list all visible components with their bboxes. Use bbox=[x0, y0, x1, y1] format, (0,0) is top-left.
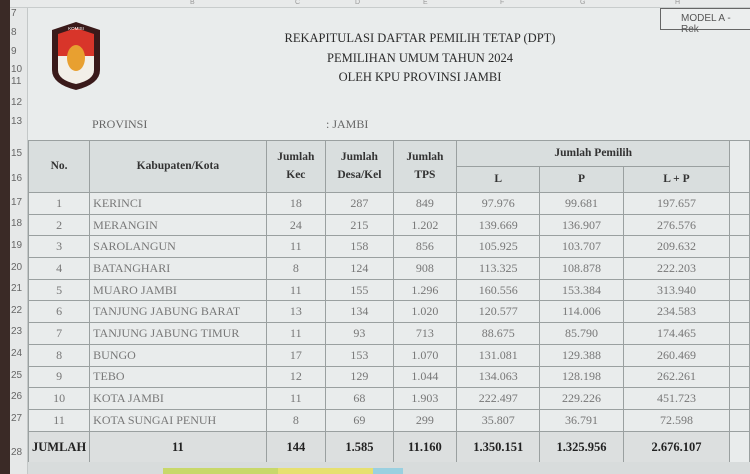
cell-no[interactable]: 2 bbox=[29, 214, 90, 236]
cell-kec[interactable]: 17 bbox=[266, 344, 326, 366]
cell-p[interactable]: 36.791 bbox=[540, 409, 623, 431]
column-header-bar bbox=[10, 0, 750, 8]
header-desa: Jumlah Desa/Kel bbox=[326, 141, 394, 193]
column-letter[interactable]: F bbox=[500, 0, 505, 6]
cell-kec[interactable]: 8 bbox=[266, 258, 326, 280]
cell-kabupaten[interactable]: BATANGHARI bbox=[90, 258, 266, 280]
row-number[interactable]: 19 bbox=[11, 240, 23, 251]
empty-cell[interactable] bbox=[730, 258, 750, 280]
cell-lp[interactable]: 234.583 bbox=[623, 301, 730, 323]
cell-lp[interactable]: 209.632 bbox=[623, 236, 730, 258]
report-subtitle: PEMILIHAN UMUM TAHUN 2024 bbox=[327, 51, 513, 65]
table-row bbox=[29, 214, 750, 236]
kpu-logo bbox=[48, 20, 104, 92]
cell-kabupaten[interactable]: KOTA JAMBI bbox=[90, 388, 266, 410]
empty-cell[interactable] bbox=[730, 193, 750, 215]
cell-l[interactable]: 97.976 bbox=[457, 193, 540, 215]
cell-kabupaten[interactable]: KERINCI bbox=[90, 193, 266, 215]
row-number-gutter bbox=[10, 8, 28, 474]
total-kec[interactable]: 144 bbox=[266, 431, 326, 463]
cell-tps[interactable]: 713 bbox=[393, 323, 456, 345]
cell-kabupaten[interactable]: TEBO bbox=[90, 366, 266, 388]
cell-no[interactable]: 8 bbox=[29, 344, 90, 366]
cell-l[interactable]: 222.497 bbox=[457, 388, 540, 410]
cell-kabupaten[interactable]: MUARO JAMBI bbox=[90, 279, 266, 301]
province-label: PROVINSI bbox=[92, 117, 148, 131]
row-number[interactable]: 7 bbox=[11, 8, 17, 19]
header-jumlah-pemilih: Jumlah Pemilih bbox=[457, 141, 730, 167]
column-letter[interactable]: D bbox=[355, 0, 361, 6]
empty-cell[interactable] bbox=[730, 214, 750, 236]
row-number[interactable]: 13 bbox=[11, 116, 23, 127]
row-number[interactable]: 11 bbox=[11, 76, 22, 87]
table-row bbox=[29, 409, 750, 431]
cell-desa[interactable]: 134 bbox=[326, 301, 394, 323]
row-number[interactable]: 21 bbox=[11, 283, 23, 294]
header-kabupaten: Kabupaten/Kota bbox=[90, 141, 266, 193]
cell-kabupaten[interactable]: MERANGIN bbox=[90, 214, 266, 236]
cell-tps[interactable]: 1.044 bbox=[393, 366, 456, 388]
row-number[interactable]: 22 bbox=[11, 305, 23, 316]
row-number[interactable]: 26 bbox=[11, 391, 23, 402]
cell-kabupaten[interactable]: TANJUNG JABUNG TIMUR bbox=[90, 323, 266, 345]
cell-kec[interactable]: 11 bbox=[266, 279, 326, 301]
total-tps[interactable]: 11.160 bbox=[393, 431, 456, 463]
cell-l[interactable]: 35.807 bbox=[457, 409, 540, 431]
cell-l[interactable]: 134.063 bbox=[457, 366, 540, 388]
header-tps: Jumlah TPS bbox=[393, 141, 456, 193]
cell-lp[interactable]: 313.940 bbox=[623, 279, 730, 301]
cell-desa[interactable]: 215 bbox=[326, 214, 394, 236]
cell-kec[interactable]: 13 bbox=[266, 301, 326, 323]
cell-tps[interactable]: 1.903 bbox=[393, 388, 456, 410]
row-number[interactable]: 17 bbox=[11, 197, 23, 208]
table-row bbox=[29, 323, 750, 345]
table-row bbox=[29, 236, 750, 258]
cell-no[interactable]: 3 bbox=[29, 236, 90, 258]
cell-tps[interactable]: 1.070 bbox=[393, 344, 456, 366]
row-number[interactable]: 9 bbox=[11, 46, 17, 57]
column-letter[interactable]: H bbox=[675, 0, 681, 6]
cell-desa[interactable]: 158 bbox=[326, 236, 394, 258]
cell-l[interactable]: 131.081 bbox=[457, 344, 540, 366]
cell-kec[interactable]: 24 bbox=[266, 214, 326, 236]
cell-kabupaten[interactable]: KOTA SUNGAI PENUH bbox=[90, 409, 266, 431]
cell-lp[interactable]: 72.598 bbox=[623, 409, 730, 431]
cell-p[interactable]: 229.226 bbox=[540, 388, 623, 410]
cell-p[interactable]: 136.907 bbox=[540, 214, 623, 236]
empty-cell[interactable] bbox=[730, 301, 750, 323]
cell-l[interactable]: 120.577 bbox=[457, 301, 540, 323]
table-row bbox=[29, 344, 750, 366]
header-kec: Jumlah Kec bbox=[266, 141, 326, 193]
cell-desa[interactable]: 124 bbox=[326, 258, 394, 280]
cell-lp[interactable]: 174.465 bbox=[623, 323, 730, 345]
empty-cell[interactable] bbox=[730, 409, 750, 431]
row-number[interactable]: 12 bbox=[11, 97, 23, 108]
column-letter[interactable]: E bbox=[423, 0, 428, 6]
row-number[interactable]: 28 bbox=[11, 447, 23, 458]
cell-lp[interactable]: 276.576 bbox=[623, 214, 730, 236]
cell-tps[interactable]: 856 bbox=[393, 236, 456, 258]
cell-tps[interactable]: 849 bbox=[393, 193, 456, 215]
cell-tps[interactable]: 1.202 bbox=[393, 214, 456, 236]
cell-p[interactable]: 85.790 bbox=[540, 323, 623, 345]
total-desa[interactable]: 1.585 bbox=[326, 431, 394, 463]
cell-kec[interactable]: 11 bbox=[266, 323, 326, 345]
row-number[interactable]: 24 bbox=[11, 348, 23, 359]
sheet-bottom-strip bbox=[28, 462, 750, 474]
total-no[interactable]: JUMLAH bbox=[29, 431, 90, 463]
cell-no[interactable]: 6 bbox=[29, 301, 90, 323]
empty-cell[interactable] bbox=[730, 431, 750, 463]
cell-no[interactable]: 10 bbox=[29, 388, 90, 410]
cell-p[interactable]: 129.388 bbox=[540, 344, 623, 366]
row-number[interactable]: 25 bbox=[11, 370, 23, 381]
empty-cell[interactable] bbox=[730, 388, 750, 410]
row-number[interactable]: 20 bbox=[11, 262, 23, 273]
cell-kec[interactable]: 11 bbox=[266, 388, 326, 410]
column-letter[interactable]: G bbox=[580, 0, 586, 6]
empty-cell[interactable] bbox=[730, 236, 750, 258]
row-number[interactable]: 18 bbox=[11, 218, 23, 229]
cell-tps[interactable]: 908 bbox=[393, 258, 456, 280]
cell-kec[interactable]: 18 bbox=[266, 193, 326, 215]
table-row bbox=[29, 279, 750, 301]
empty-cell[interactable] bbox=[730, 279, 750, 301]
report-title: REKAPITULASI DAFTAR PEMILIH TETAP (DPT) bbox=[284, 31, 556, 45]
empty-cell bbox=[730, 141, 750, 193]
table-row bbox=[29, 366, 750, 388]
table-row bbox=[29, 258, 750, 280]
cell-kabupaten[interactable]: BUNGO bbox=[90, 344, 266, 366]
row-number[interactable]: 10 bbox=[11, 64, 23, 75]
cell-kabupaten[interactable]: TANJUNG JABUNG BARAT bbox=[90, 301, 266, 323]
cell-tps[interactable]: 299 bbox=[393, 409, 456, 431]
row-number[interactable]: 27 bbox=[11, 413, 23, 424]
cell-no[interactable]: 4 bbox=[29, 258, 90, 280]
empty-cell[interactable] bbox=[730, 344, 750, 366]
province-value: : JAMBI bbox=[326, 117, 369, 131]
cell-no[interactable]: 11 bbox=[29, 409, 90, 431]
cell-kec[interactable]: 12 bbox=[266, 366, 326, 388]
empty-cell[interactable] bbox=[730, 366, 750, 388]
header-l: L bbox=[457, 167, 540, 193]
cell-p[interactable]: 99.681 bbox=[540, 193, 623, 215]
table-row bbox=[29, 301, 750, 323]
svg-text:KOMISI: KOMISI bbox=[68, 26, 84, 31]
column-letter[interactable]: B bbox=[190, 0, 195, 6]
cell-lp[interactable]: 451.723 bbox=[623, 388, 730, 410]
cell-tps[interactable]: 1.296 bbox=[393, 279, 456, 301]
cell-desa[interactable]: 287 bbox=[326, 193, 394, 215]
model-label-cell[interactable]: MODEL A - Rek bbox=[660, 8, 750, 30]
cell-lp[interactable]: 262.261 bbox=[623, 366, 730, 388]
cell-no[interactable]: 7 bbox=[29, 323, 90, 345]
cell-kec[interactable]: 11 bbox=[266, 236, 326, 258]
cell-lp[interactable]: 197.657 bbox=[623, 193, 730, 215]
cell-desa[interactable]: 153 bbox=[326, 344, 394, 366]
cell-no[interactable]: 1 bbox=[29, 193, 90, 215]
cell-desa[interactable]: 155 bbox=[326, 279, 394, 301]
cell-kec[interactable]: 8 bbox=[266, 409, 326, 431]
header-lp: L + P bbox=[623, 167, 730, 193]
total-p[interactable]: 1.325.956 bbox=[540, 431, 623, 463]
total-row bbox=[29, 431, 750, 463]
header-no: No. bbox=[29, 141, 90, 193]
row-number[interactable]: 8 bbox=[11, 27, 17, 38]
cell-p[interactable]: 114.006 bbox=[540, 301, 623, 323]
cell-desa[interactable]: 129 bbox=[326, 366, 394, 388]
row-number[interactable]: 15 bbox=[11, 148, 23, 159]
header-p: P bbox=[540, 167, 623, 193]
cell-desa[interactable]: 69 bbox=[326, 409, 394, 431]
cell-p[interactable]: 128.198 bbox=[540, 366, 623, 388]
cell-p[interactable]: 153.384 bbox=[540, 279, 623, 301]
table-row bbox=[29, 193, 750, 215]
cell-lp[interactable]: 222.203 bbox=[623, 258, 730, 280]
cell-p[interactable]: 103.707 bbox=[540, 236, 623, 258]
cell-no[interactable]: 5 bbox=[29, 279, 90, 301]
cell-l[interactable]: 160.556 bbox=[457, 279, 540, 301]
total-lp[interactable]: 2.676.107 bbox=[623, 431, 730, 463]
cell-l[interactable]: 113.325 bbox=[457, 258, 540, 280]
cell-desa[interactable]: 93 bbox=[326, 323, 394, 345]
cell-l[interactable]: 88.675 bbox=[457, 323, 540, 345]
report-organizer: OLEH KPU PROVINSI JAMBI bbox=[338, 70, 502, 84]
cell-l[interactable]: 139.669 bbox=[457, 214, 540, 236]
cell-no[interactable]: 9 bbox=[29, 366, 90, 388]
cell-l[interactable]: 105.925 bbox=[457, 236, 540, 258]
table-row bbox=[29, 388, 750, 410]
row-number[interactable]: 16 bbox=[11, 173, 23, 184]
dpt-table bbox=[28, 140, 750, 464]
row-number[interactable]: 23 bbox=[11, 326, 23, 337]
screen-bezel bbox=[0, 0, 10, 474]
cell-lp[interactable]: 260.469 bbox=[623, 344, 730, 366]
cell-tps[interactable]: 1.020 bbox=[393, 301, 456, 323]
cell-p[interactable]: 108.878 bbox=[540, 258, 623, 280]
cell-kabupaten[interactable]: SAROLANGUN bbox=[90, 236, 266, 258]
column-letter[interactable]: C bbox=[295, 0, 301, 6]
total-l[interactable]: 1.350.151 bbox=[457, 431, 540, 463]
total-kabupaten[interactable]: 11 bbox=[90, 431, 266, 463]
cell-desa[interactable]: 68 bbox=[326, 388, 394, 410]
empty-cell[interactable] bbox=[730, 323, 750, 345]
